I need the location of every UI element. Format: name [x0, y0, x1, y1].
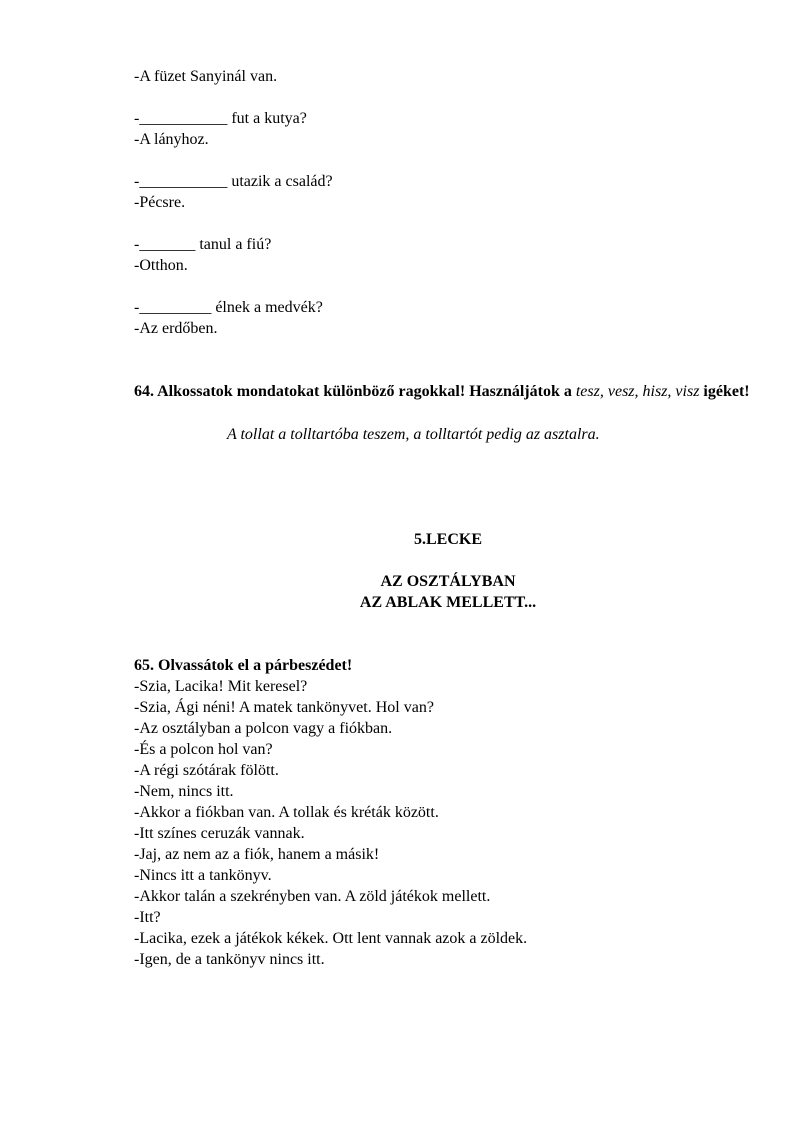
dialogue	[134, 676, 762, 970]
answer-line: -A lányhoz.	[134, 131, 209, 148]
question-line: -___________ fut a kutya?	[134, 110, 307, 127]
document-page	[134, 66, 762, 970]
lesson-title-line2: AZ ABLAK MELLETT...	[359, 594, 537, 611]
exercise-64-text: 64. Alkossatok mondatokat különböző ragokkal! Használjátok a	[134, 383, 572, 400]
question-line: -_______ tanul a fiú?	[134, 236, 272, 253]
answer-line: -Az erdőben.	[134, 320, 218, 337]
dialogue-line: -Akkor talán a szekrényben van. A zöld játékok mellett.	[134, 888, 491, 905]
dialogue-line: -Szia, Lacika! Mit keresel?	[134, 678, 308, 695]
question-line: -_________ élnek a medvék?	[134, 299, 323, 316]
question-line: -___________ utazik a család?	[134, 173, 333, 190]
dialogue-line: -Akkor a fiókban van. A tollak és kréták között.	[134, 804, 439, 821]
dialogue-line: -Itt?	[134, 909, 161, 926]
exercise-64-example: A tollat a tolltartóba teszem, a tolltartót pedig az asztalra.	[227, 426, 600, 443]
answer-line: -Pécsre.	[134, 194, 186, 211]
dialogue-line: -Igen, de a tankönyv nincs itt.	[134, 951, 325, 968]
dialogue-line: -Nem, nincs itt.	[134, 783, 234, 800]
answer-line: -A füzet Sanyinál van.	[134, 68, 278, 85]
exercise-64-end: igéket!	[703, 383, 750, 400]
dialogue-line: -Itt színes ceruzák vannak.	[134, 825, 305, 842]
dialogue-line: -Az osztályban a polcon vagy a fiókban.	[134, 720, 393, 737]
dialogue-line: -Szia, Ági néni! A matek tankönyvet. Hol van?	[134, 699, 434, 716]
exercise-64-verbs: tesz, vesz, hisz, visz	[575, 383, 700, 400]
answer-line: -Otthon.	[134, 257, 188, 274]
exercise-64-instruction	[134, 381, 762, 403]
lesson-title-line1: AZ OSZTÁLYBAN	[380, 573, 516, 590]
exercise-65-title: 65. Olvassátok el a párbeszédet!	[134, 657, 353, 674]
dialogue-line: -Lacika, ezek a játékok kékek. Ott lent vannak azok a zöldek.	[134, 930, 528, 947]
dialogue-line: -A régi szótárak fölött.	[134, 762, 279, 779]
dialogue-line: -Nincs itt a tankönyv.	[134, 867, 272, 884]
lesson-number: 5.LECKE	[413, 531, 482, 548]
dialogue-line: -És a polcon hol van?	[134, 741, 273, 758]
dialogue-line: -Jaj, az nem az a fiók, hanem a másik!	[134, 846, 380, 863]
